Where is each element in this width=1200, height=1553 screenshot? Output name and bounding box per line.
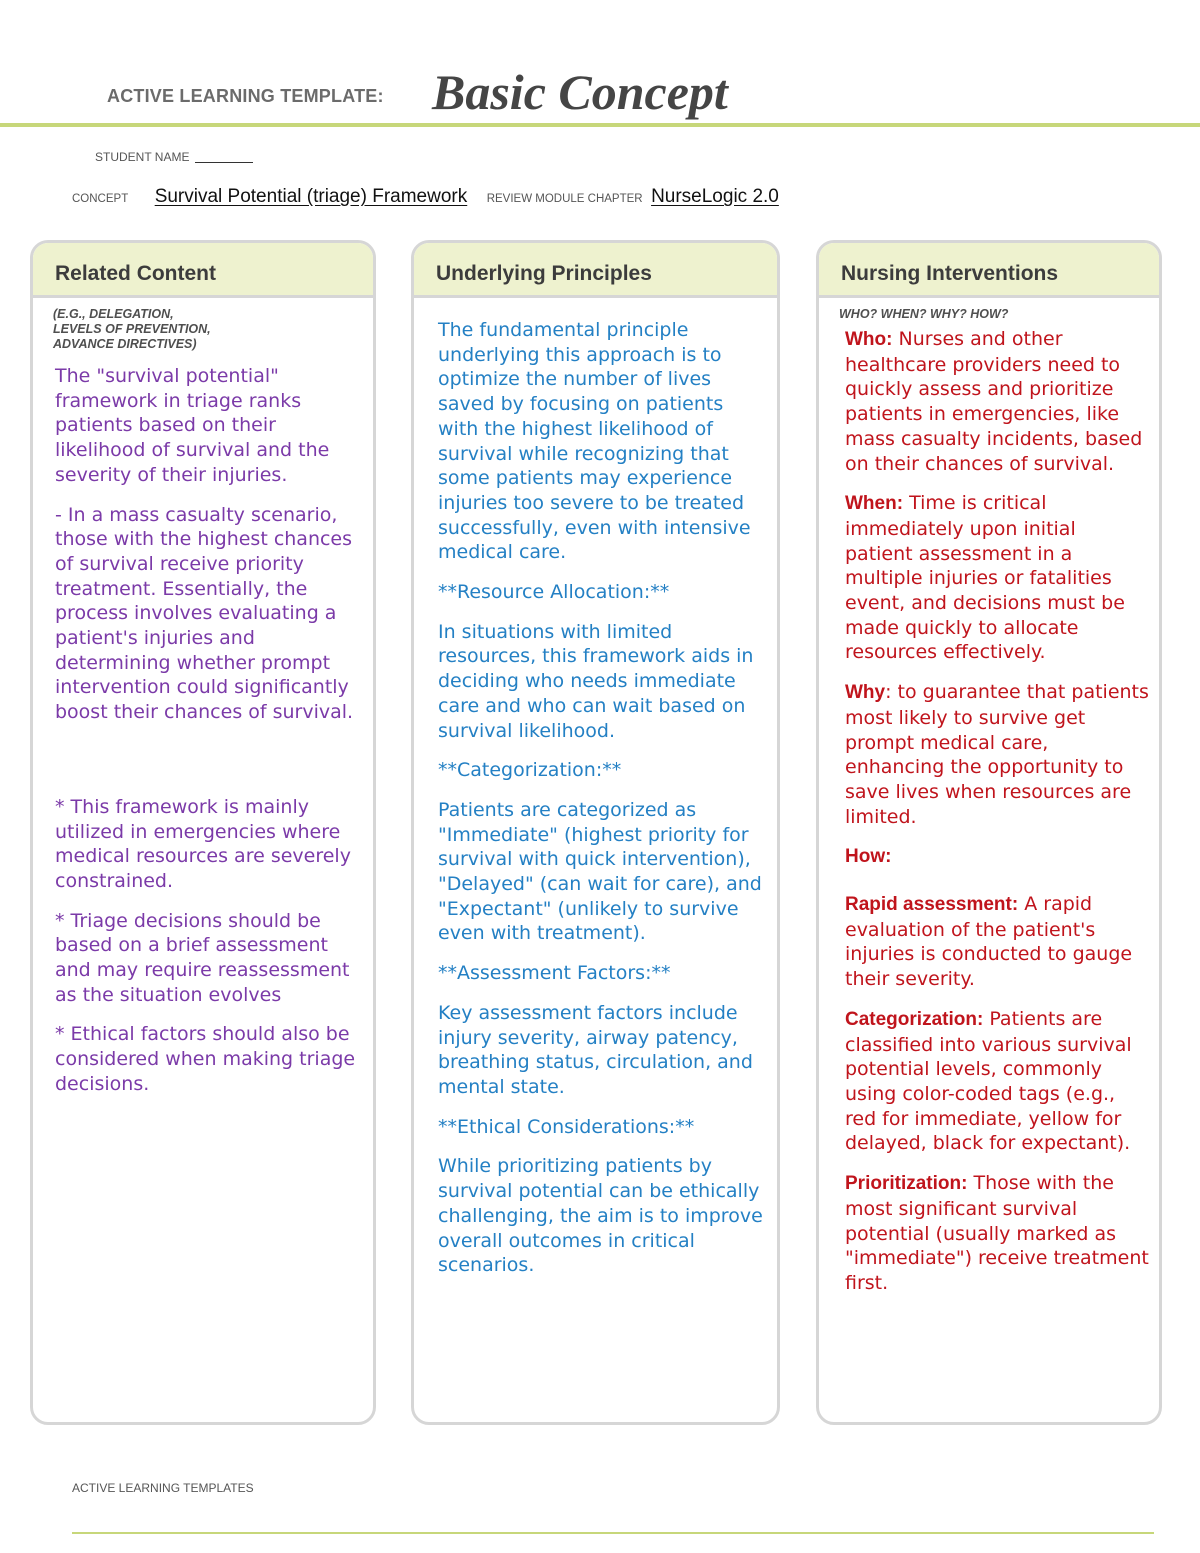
rapid-assessment-paragraph: [845, 892, 1149, 992]
student-name-field[interactable]: [195, 162, 253, 163]
categorization-text: Patients are classified into various survival potential levels, commonly using color-coded tags (e.g., red for immediate, yellow for delayed, black for expectant).: [845, 1007, 1132, 1155]
how-label: How:: [845, 846, 892, 868]
nursing-interventions-panel: [816, 240, 1162, 1425]
related-paragraph: The "survival potential" framework in triage ranks patients based on their likelihood of survival and the severity of their injuries.: [55, 365, 330, 486]
header-divider: [0, 123, 1200, 127]
related-content-subtitle: [33, 307, 373, 352]
nursing-interventions-body: [819, 322, 1159, 1296]
how-paragraph: [845, 844, 1149, 870]
categorization-paragraph: [845, 1007, 1149, 1156]
who-label: Who:: [845, 329, 893, 350]
student-name-label: STUDENT NAME: [95, 150, 190, 164]
template-label: ACTIVE LEARNING TEMPLATE:: [107, 86, 384, 106]
related-paragraph: * Ethical factors should also be considered when making triage decisions.: [55, 1023, 356, 1095]
nursing-interventions-subtitle: WHO? WHEN? WHY? HOW?: [839, 307, 1009, 321]
nursing-interventions-title: Nursing Interventions: [819, 243, 1159, 298]
spacer: [55, 740, 359, 795]
related-paragraph: * Triage decisions should be based on a brief assessment and may require reassessment as the situation evolves: [55, 909, 350, 1006]
prioritization-label: Prioritization:: [845, 1173, 968, 1195]
related-paragraph: - In a mass casualty scenario, those with the highest chances of survival receive priority treatment. Essentially, the process involves evaluating a patient's injuries and determining whether prompt intervention could significantly boost their chances of survival.: [55, 503, 354, 724]
related-paragraph: * This framework is mainly utilized in emergencies where medical resources are severely constrained.: [55, 795, 351, 892]
module-label: REVIEW MODULE CHAPTER: [486, 193, 643, 205]
who-paragraph: [845, 327, 1149, 476]
why-paragraph: [845, 680, 1149, 829]
principles-paragraph: Patients are categorized as "Immediate" (highest priority for survival with quick intervention), "Delayed" (can wait for care), and "Expectant" (unlikely to survive even with treatment).: [438, 798, 762, 945]
module-value: NurseLogic 2.0: [651, 186, 779, 207]
concept-row: [72, 186, 779, 208]
underlying-principles-panel: [411, 240, 780, 1425]
rapid-assessment-label: Rapid assessment:: [845, 894, 1019, 916]
why-text: : to guarantee that patients most likely to survive get prompt medical care, enhancing the opportunity to save lives when resources are limited.: [845, 681, 1149, 828]
principles-paragraph: Key assessment factors include injury severity, airway patency, breathing status, circulation, and mental state.: [438, 1001, 753, 1098]
principles-paragraph: The fundamental principle underlying this approach is to optimize the number of lives saved by focusing on patients with the highest likelihood of survival while recognizing that some patients may experience injuries too severe to be treated successfully, even with intensive medical care.: [438, 319, 751, 564]
underlying-principles-title: Underlying Principles: [414, 243, 777, 298]
principles-paragraph: While prioritizing patients by survival potential can be ethically challenging, the aim is to improve overall outcomes in critical scenarios.: [438, 1155, 763, 1277]
concept-value: Survival Potential (triage) Framework: [154, 186, 468, 207]
footer-label: ACTIVE LEARNING TEMPLATES: [72, 1481, 254, 1495]
who-text: Nurses and other healthcare providers need to quickly assess and prioritize patients in emergencies, like mass casualty incidents, based on their chances of survival.: [845, 328, 1143, 475]
footer-divider: [72, 1532, 1154, 1534]
related-content-body: [33, 352, 373, 1097]
student-name-row: [95, 150, 253, 164]
prioritization-text: Those with the most significant survival potential (usually marked as "immediate") receive treatment first.: [845, 1172, 1149, 1294]
categorization-label: Categorization:: [845, 1008, 984, 1030]
related-content-title: Related Content: [33, 243, 373, 298]
principles-heading: **Resource Allocation:**: [438, 581, 670, 604]
subtitle-line: LEVELS OF PREVENTION,: [53, 322, 211, 336]
underlying-principles-body: [414, 298, 777, 1278]
related-content-panel: [30, 240, 376, 1425]
principles-paragraph: In situations with limited resources, this framework aids in deciding who needs immediate care and who can wait based on survival likelihood.: [438, 620, 754, 742]
prioritization-paragraph: [845, 1171, 1149, 1296]
principles-heading: **Assessment Factors:**: [438, 962, 671, 985]
subtitle-line: ADVANCE DIRECTIVES): [53, 337, 197, 351]
when-text: Time is critical immediately upon initial patient assessment in a multiple injuries or fatalities event, and decisions must be made quickly to allocate resources effectively.: [845, 492, 1125, 664]
subtitle-line: (E.G., DELEGATION,: [53, 307, 174, 321]
when-label: When:: [845, 493, 904, 515]
principles-heading: **Ethical Considerations:**: [438, 1115, 695, 1138]
concept-label: CONCEPT: [72, 193, 129, 205]
when-paragraph: [845, 491, 1149, 665]
why-label: Why: [845, 682, 886, 704]
page-title: Basic Concept: [432, 64, 728, 120]
rapid-assessment-text: A rapid evaluation of the patient's injuries is conducted to gauge their severity.: [845, 893, 1133, 991]
principles-heading: **Categorization:**: [438, 759, 622, 782]
